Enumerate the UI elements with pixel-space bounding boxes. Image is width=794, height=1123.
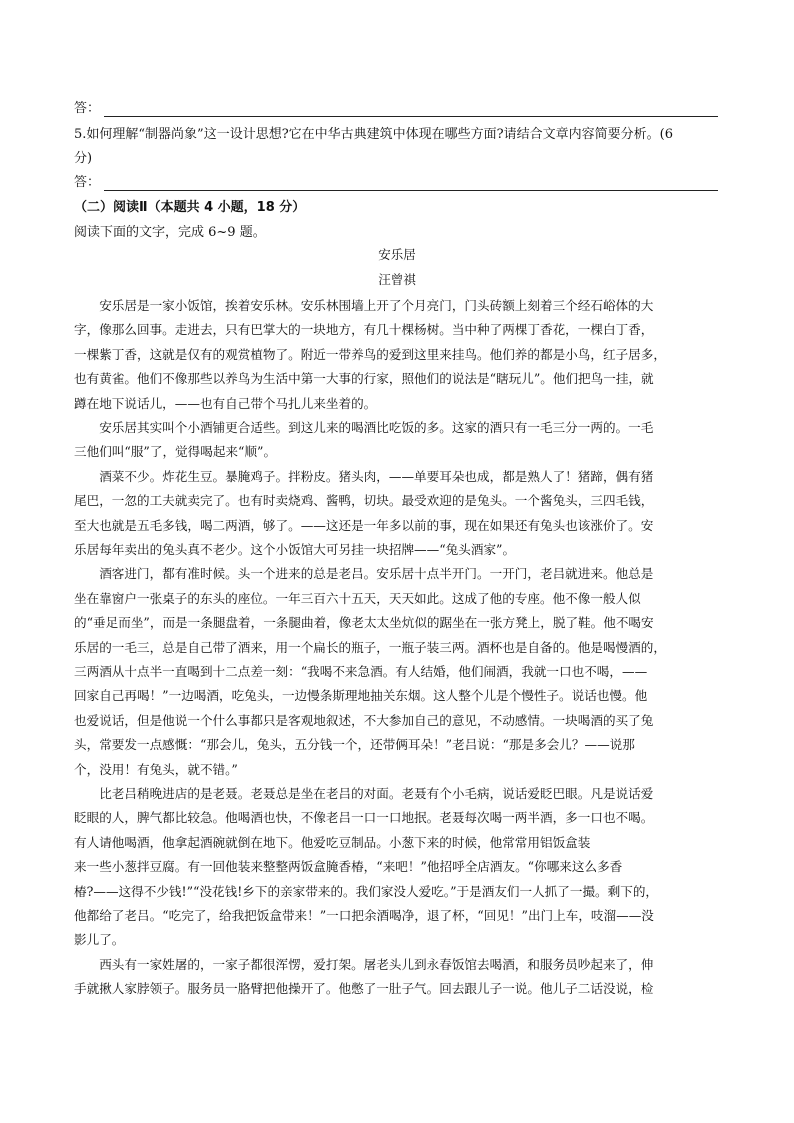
paragraph-line: 来一些小葱拌豆腐。有一回他装来整整两饭盒腌香椿，“来吧！”他招呼全店酒友。“你哪来这么多香: [74, 859, 623, 875]
article-paragraph: [74, 953, 722, 1002]
answer-blank[interactable]: [104, 178, 718, 191]
paragraph-line: 安乐居是一家小饭馆，挨着安乐林。安乐林围墙上开了个月亮门，门头砖额上刻着三个经石峪体的大: [99, 298, 654, 313]
paragraph-line: 坐在靠窗户一张桌子的东头的座位。一年三百六十五天，天天如此。这成了他的专座。他不像一般人似: [74, 590, 641, 606]
paragraph-line: 也有黄雀。他们不像那些以养鸟为生活中第一大事的行家，照他们的说法是“瞎玩儿”。他们把鸟一挂，就: [74, 371, 654, 387]
section-instruction: 阅读下面的文字，完成 6~9 题。: [74, 225, 266, 240]
question-5-line-1: 5.如何理解“制器尚象”这一设计思想?它在中华古典建筑中体现在哪些方面?请结合文章内容简要分析。(6: [74, 127, 673, 142]
paragraph-line: 的“垂足而坐”，而是一条腿盘着，一条腿曲着，像老太太坐炕似的踞坐在一张方凳上，脱了鞋。他不喝安: [74, 615, 654, 631]
paragraph-line: 他都给了老吕。“吃完了，给我把饭盒带来！”一口把余酒喝净，退了杯，“回见！”出门上车，吱溜——没: [74, 908, 654, 924]
question-5-line-2: 分): [74, 151, 93, 166]
paragraph-line: 一棵紫丁香，这就是仅有的观赏植物了。附近一带养鸟的爱到这里来挂鸟。他们养的都是小鸟，红子居多，: [74, 346, 666, 362]
paragraph-line: 椿?——这得不少钱!”“没花钱!乡下的亲家带来的。我们家没人爱吃。”于是酒友们一人抓了一撮。剩下的，: [74, 883, 659, 899]
paragraph-line: 酒客进门，都有准时候。头一个进来的总是老吕。安乐居十点半开门。一开门，老吕就进来。他总是: [99, 566, 654, 582]
paragraph-line: 蹲在地下说话儿，——也有自己带个马扎儿来坐着的。: [74, 395, 377, 411]
paragraph-line: 西头有一家姓屠的，一家子都很浑愣，爱打架。屠老头儿到永春饭馆去喝酒，和服务员吵起来了，伸: [99, 956, 654, 972]
paragraph-line: 乐居的一毛三，总是自己带了酒来，用一个扁长的瓶子，一瓶子装三两。酒杯也是自备的。他是喝慢酒的，: [74, 639, 666, 655]
answer-line-2[interactable]: [74, 175, 718, 191]
paragraph-line: 字，像那么回事。走进去，只有巴掌大的一块地方，有几十棵杨树。当中种了两棵丁香花，一棵白丁香，: [74, 322, 654, 338]
paragraph-line: 眨眼的人，脾气都比较急。他喝酒也快，不像老吕一口一口地抿。老聂每次喝一两半酒，多一口也不喝。: [74, 810, 654, 826]
paragraph-line: 影儿了。: [74, 932, 125, 948]
answer-label: 答：: [74, 101, 101, 116]
paragraph-line: 也爱说话，但是他说一个什么事都只是客观地叙述，不大参加自己的意见，不动感情。一块喝酒的买了兔: [74, 712, 654, 728]
paragraph-line: 三他们叫“服”了，觉得喝起来“顺”。: [74, 444, 277, 460]
section-heading: （二）阅读Ⅱ（本题共 4 小题，18 分）: [74, 200, 306, 215]
article-title: 安乐居: [378, 247, 416, 262]
paragraph-line: 手就揪人家脖领子。服务员一胳臂把他操开了。他憋了一肚子气。回去跟儿子一说。他儿子二话没说，检: [74, 981, 654, 997]
article-paragraph: [74, 562, 722, 782]
paragraph-line: 尾巴，一忽的工夫就卖完了。也有时卖烧鸡、酱鸭，切块。最受欢迎的是兔头。一个酱兔头，三四毛钱，: [74, 493, 654, 509]
article-paragraph: [74, 782, 722, 953]
article-paragraph: [74, 294, 722, 416]
paragraph-line: 有人请他喝酒，他拿起酒碗就倒在地下。他爱吃豆制品。小葱下来的时候，他常常用铝饭盒装: [74, 834, 591, 850]
paragraph-line: 回家自己再喝！”一边喝酒，吃兔头，一边慢条斯理地抽关东烟。这人整个儿是个慢性子。说话也慢。他: [74, 688, 648, 704]
article-author: 汪曾祺: [378, 272, 416, 287]
paragraph-line: 安乐居其实叫个小酒铺更合适些。到这儿来的喝酒比吃饭的多。这家的酒只有一毛三分一两的。一毛: [99, 420, 654, 435]
article-paragraph: [74, 416, 722, 465]
paragraph-line: 个，没用！有兔头，就不错。”: [74, 761, 238, 777]
answer-line-1[interactable]: [74, 101, 718, 117]
answer-label: 答：: [74, 175, 101, 190]
paragraph-line: 乐居每年卖出的兔头真不老少。这个小饭馆大可另挂一块招牌——“兔头酒家”。: [74, 542, 516, 558]
paragraph-line: 三两酒从十点半一直喝到十二点差一刻：“我喝不来急酒。有人结婚，他们闹酒，我就一口也不喝，——: [74, 664, 648, 680]
paragraph-line: 比老吕稍晚进店的是老聂。老聂总是坐在老吕的对面。老聂有个小毛病，说话爱眨巴眼。凡是说话爱: [99, 786, 654, 801]
paragraph-line: 酒菜不少。炸花生豆。暴腌鸡子。拌粉皮。猪头肉，——单要耳朵也成，都是熟人了！猪蹄，偶有猪: [99, 468, 654, 484]
paragraph-line: 至大也就是五毛多钱，喝二两酒，够了。——这还是一年多以前的事，现在如果还有兔头也该涨价了。安: [74, 517, 654, 533]
answer-blank[interactable]: [104, 104, 718, 117]
article-paragraph: [74, 465, 722, 563]
paragraph-line: 头，常要发一点感慨：“那会儿，兔头，五分钱一个，还带俩耳朵！”老吕说：“那是多会儿？——说那: [74, 737, 635, 753]
